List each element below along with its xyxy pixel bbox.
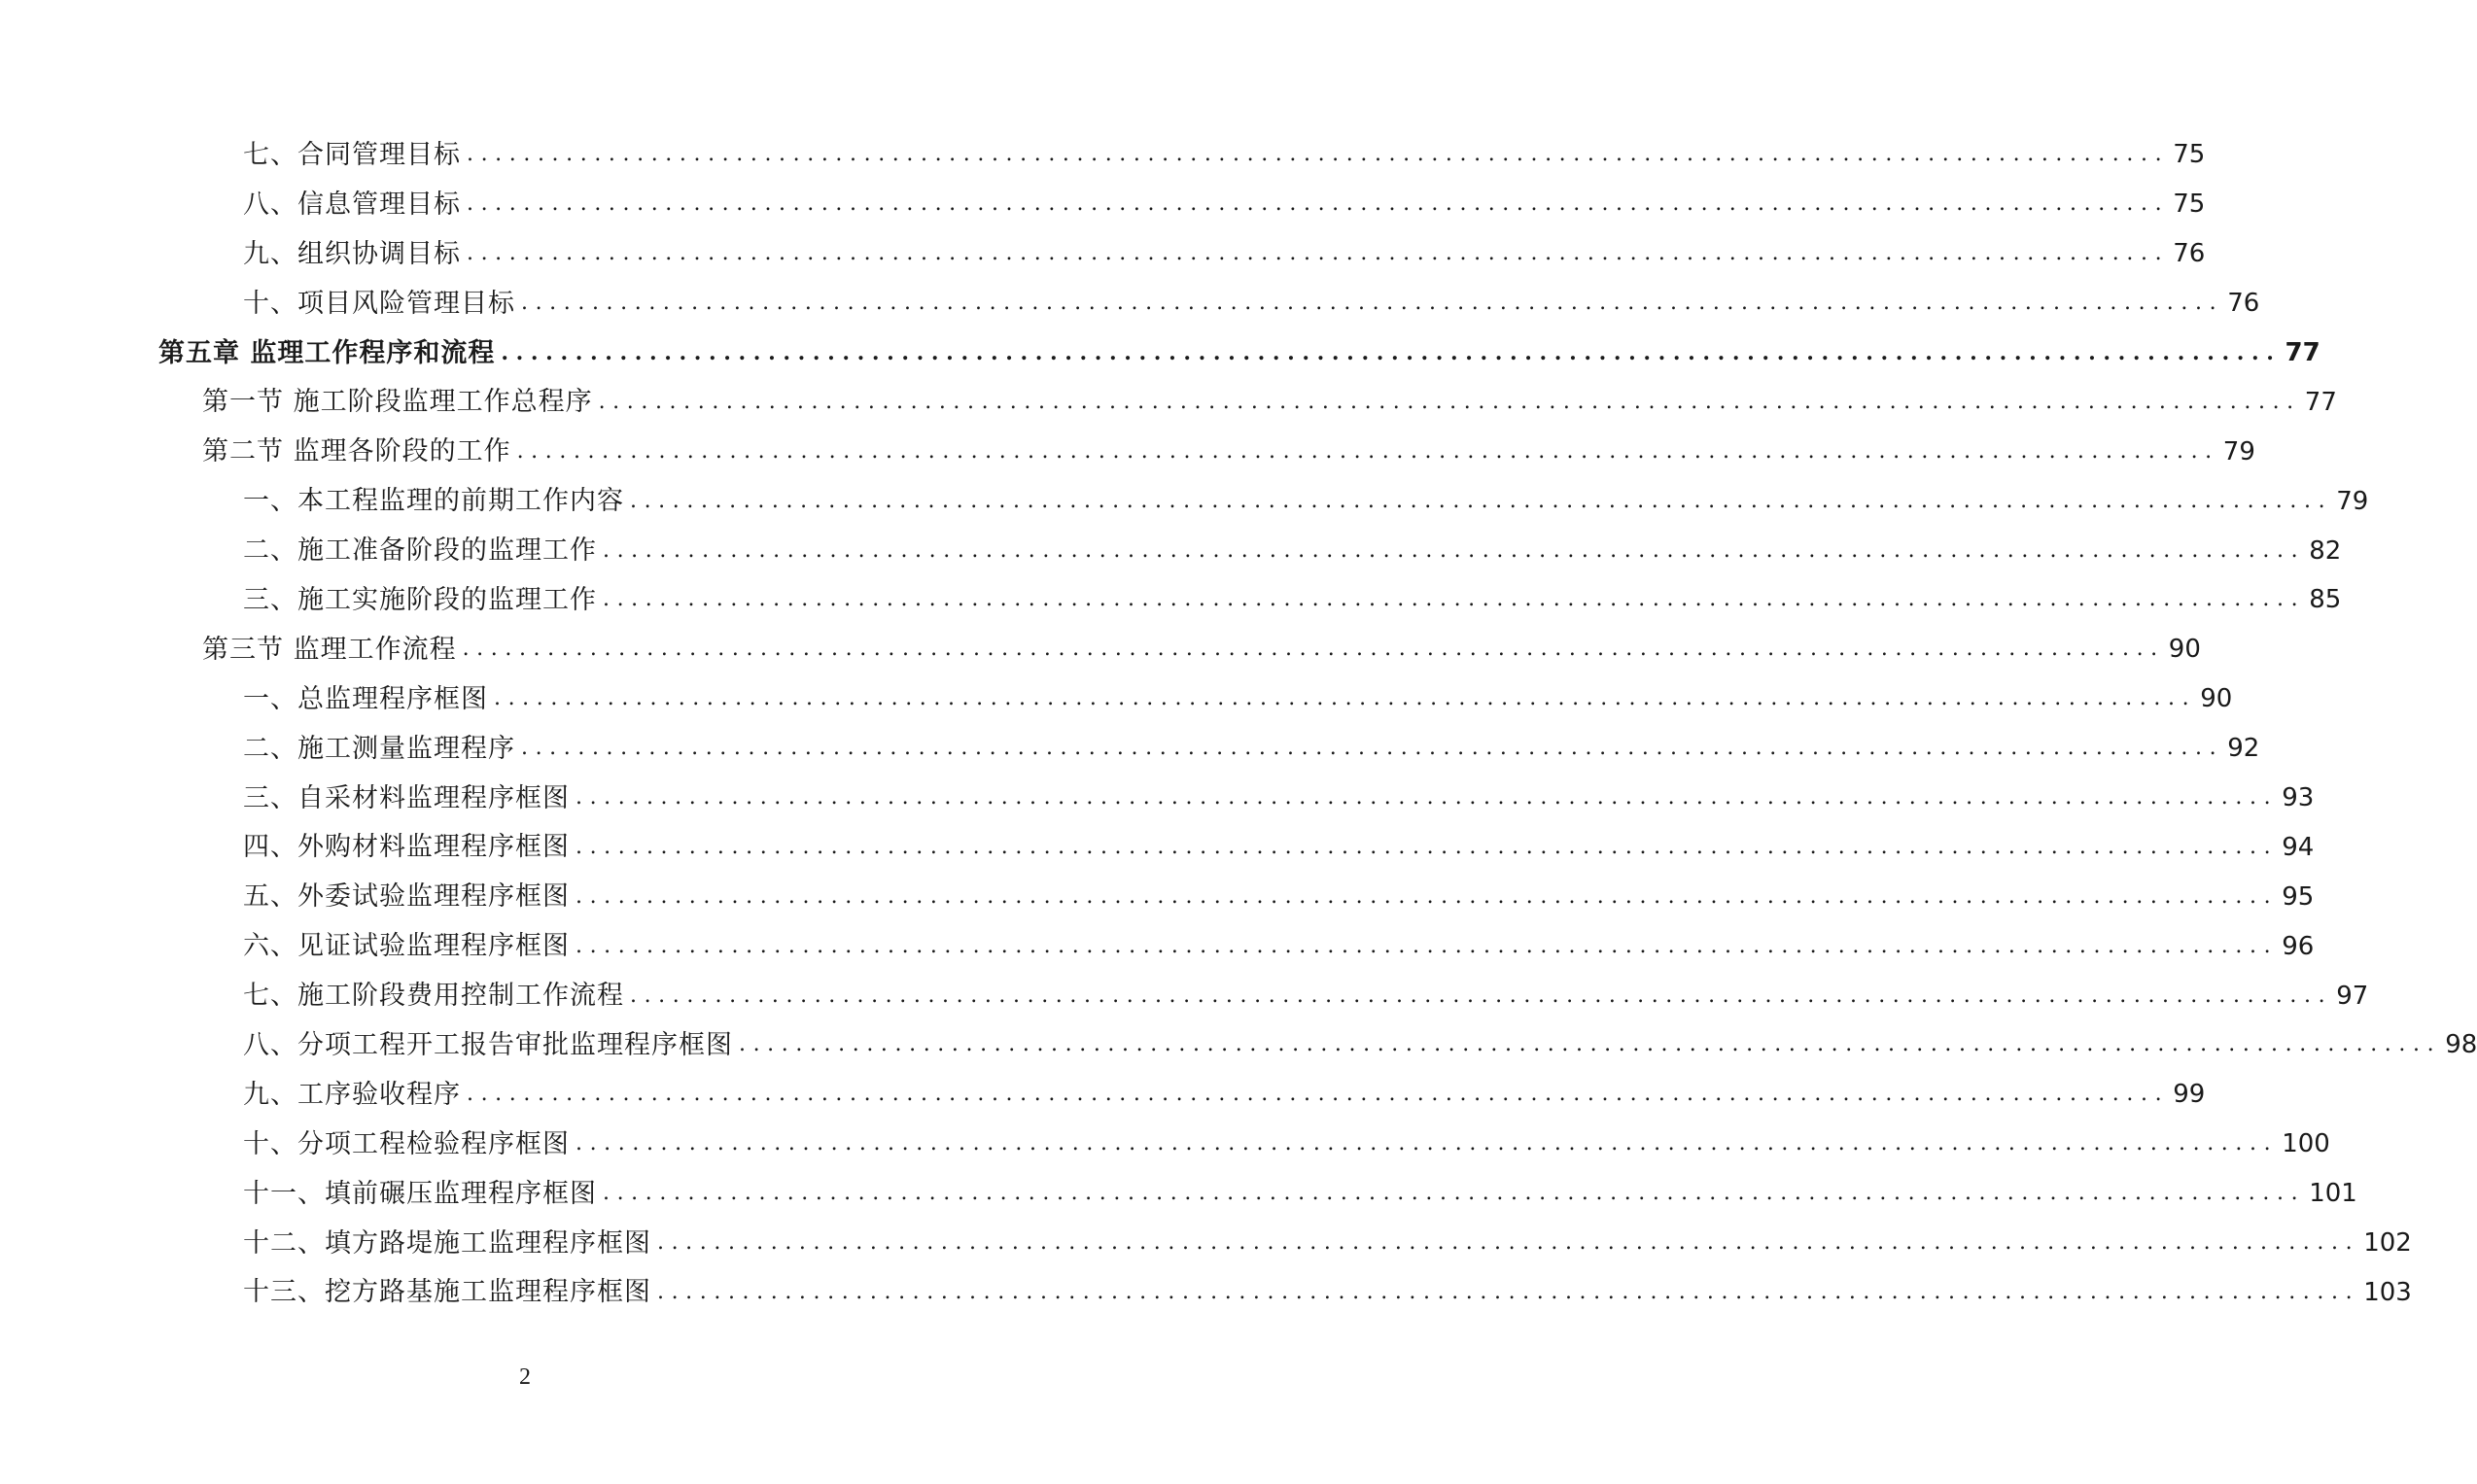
toc-item-entry[interactable] [0,971,2369,1020]
toc-dot-leader: ........................................................................................................................ [657,1230,2360,1256]
toc-entry-label: 二、施工准备阶段的监理工作 [243,535,597,567]
toc-entry-page: 96 [2282,931,2315,961]
toc-item-entry[interactable] [0,1120,2330,1169]
toc-section-entry[interactable] [0,427,2255,476]
toc-dot-leader: ........................................................................................................................ [516,438,2219,464]
toc-entry-label: 八、信息管理目标 [243,189,461,220]
toc-dot-leader: ........................................................................................................................ [657,1279,2360,1304]
toc-entry-page: 101 [2309,1179,2357,1209]
toc-entry-page: 102 [2363,1228,2412,1259]
toc-entry-label: 第一节 施工阶段监理工作总程序 [202,387,593,418]
toc-item-entry[interactable] [0,476,2369,526]
toc-dot-leader: ........................................................................................................................ [630,983,2333,1008]
toc-entry-page: 90 [2168,635,2201,665]
toc-item-entry[interactable] [0,921,2315,971]
toc-entry-page: 76 [2173,239,2206,269]
toc-section-entry[interactable] [0,625,2201,674]
toc-entry-page: 93 [2282,783,2315,813]
toc-item-entry[interactable] [0,872,2315,921]
toc-entry-label: 一、本工程监理的前期工作内容 [243,486,624,517]
toc-entry-page: 99 [2173,1080,2206,1110]
toc-entry-page: 100 [2282,1129,2330,1159]
toc-dot-leader: ........................................................................................................................ [576,834,2279,859]
toc-entry-label: 九、组织协调目标 [243,238,461,269]
toc-entry-label: 第二节 监理各阶段的工作 [202,436,511,467]
page-number: 2 [519,1364,531,1390]
toc-entry-label: 十、分项工程检验程序框图 [243,1128,570,1159]
toc-entry-label: 十一、填前碾压监理程序框图 [243,1178,597,1209]
toc-entry-page: 90 [2200,684,2233,714]
toc-entry-page: 76 [2227,289,2260,319]
toc-entry-label: 第三节 监理工作流程 [202,634,457,665]
toc-dot-leader: ........................................................................................................................ [467,191,2170,217]
toc-dot-leader: ........................................................................................................................ [521,291,2224,316]
toc-chapter-entry[interactable] [0,328,2320,378]
toc-dot-leader: ........................................................................................................................ [467,1082,2170,1107]
toc-dot-leader: ........................................................................................................................ [576,1131,2279,1156]
toc-entry-label: 七、施工阶段费用控制工作流程 [243,981,624,1012]
toc-dot-leader: ........................................................................................................................ [462,637,2165,662]
toc-entry-label: 七、合同管理目标 [243,139,461,170]
toc-entry-page: 79 [2336,486,2369,516]
toc-entry-page: 94 [2282,832,2315,862]
toc-dot-leader: ........................................................................................................................ [603,537,2306,563]
toc-dot-leader: ........................................................................................................................ [630,488,2333,513]
toc-item-entry[interactable] [0,1219,2412,1268]
toc-dot-leader: ........................................................................................................................ [576,883,2279,909]
toc-dot-leader: ........................................................................................................................ [576,933,2279,958]
toc-dot-leader: ........................................................................................................................ [521,736,2224,761]
toc-entry-label: 五、外委试验监理程序框图 [243,881,570,913]
toc-dot-leader: ........................................................................................................................ [501,340,2282,365]
toc-entry-page: 103 [2363,1277,2412,1307]
toc-entry-label: 四、外购材料监理程序框图 [243,832,570,863]
toc-entry-page: 85 [2309,585,2342,615]
toc-item-entry[interactable] [0,822,2315,872]
toc-dot-leader: ........................................................................................................................ [598,389,2301,414]
toc-item-entry[interactable] [0,674,2233,724]
toc-entry-page: 75 [2173,190,2206,220]
toc-entry-page: 77 [2304,387,2337,417]
toc-entry-label: 八、分项工程开工报告审批监理程序框图 [243,1029,733,1060]
toc-entry-page: 79 [2222,436,2255,466]
toc-entry-label: 九、工序验收程序 [243,1079,461,1110]
toc-entry-page: 97 [2336,981,2369,1011]
toc-entry-label: 十二、填方路堤施工监理程序框图 [243,1227,651,1259]
toc-entry-label: 十三、挖方路基施工监理程序框图 [243,1277,651,1308]
toc-item-entry[interactable] [0,575,2342,625]
toc-item-entry[interactable] [0,1267,2412,1317]
toc-item-entry[interactable] [0,130,2206,180]
toc-item-entry[interactable] [0,1020,2477,1070]
toc-dot-leader: ........................................................................................................................ [494,686,2197,711]
toc-dot-leader: ........................................................................................................................ [739,1032,2442,1057]
toc-dot-leader: ........................................................................................................................ [467,241,2170,266]
toc-item-entry[interactable] [0,774,2315,823]
table-of-contents [0,130,2477,1317]
toc-dot-leader: ........................................................................................................................ [603,1181,2306,1206]
toc-entry-label: 三、自采材料监理程序框图 [243,782,570,813]
toc-dot-leader: ........................................................................................................................ [467,142,2170,167]
toc-entry-label: 二、施工测量监理程序 [243,733,515,764]
toc-item-entry[interactable] [0,1169,2357,1219]
toc-entry-label: 一、总监理程序框图 [243,683,488,714]
toc-entry-label: 三、施工实施阶段的监理工作 [243,584,597,615]
toc-entry-page: 92 [2227,734,2260,764]
toc-entry-label: 六、见证试验监理程序框图 [243,931,570,962]
toc-dot-leader: ........................................................................................................................ [576,785,2279,811]
toc-entry-label: 第五章 监理工作程序和流程 [158,337,496,368]
toc-entry-page: 77 [2285,338,2320,367]
toc-entry-page: 98 [2445,1030,2477,1060]
toc-item-entry[interactable] [0,229,2206,279]
toc-entry-page: 95 [2282,881,2315,912]
toc-item-entry[interactable] [0,724,2260,774]
toc-item-entry[interactable] [0,180,2206,229]
toc-entry-label: 十、项目风险管理目标 [243,288,515,319]
toc-item-entry[interactable] [0,1070,2206,1120]
toc-section-entry[interactable] [0,377,2337,427]
toc-item-entry[interactable] [0,526,2342,575]
toc-entry-page: 75 [2173,140,2206,170]
toc-entry-page: 82 [2309,535,2342,566]
toc-item-entry[interactable] [0,279,2260,328]
toc-dot-leader: ........................................................................................................................ [603,587,2306,612]
